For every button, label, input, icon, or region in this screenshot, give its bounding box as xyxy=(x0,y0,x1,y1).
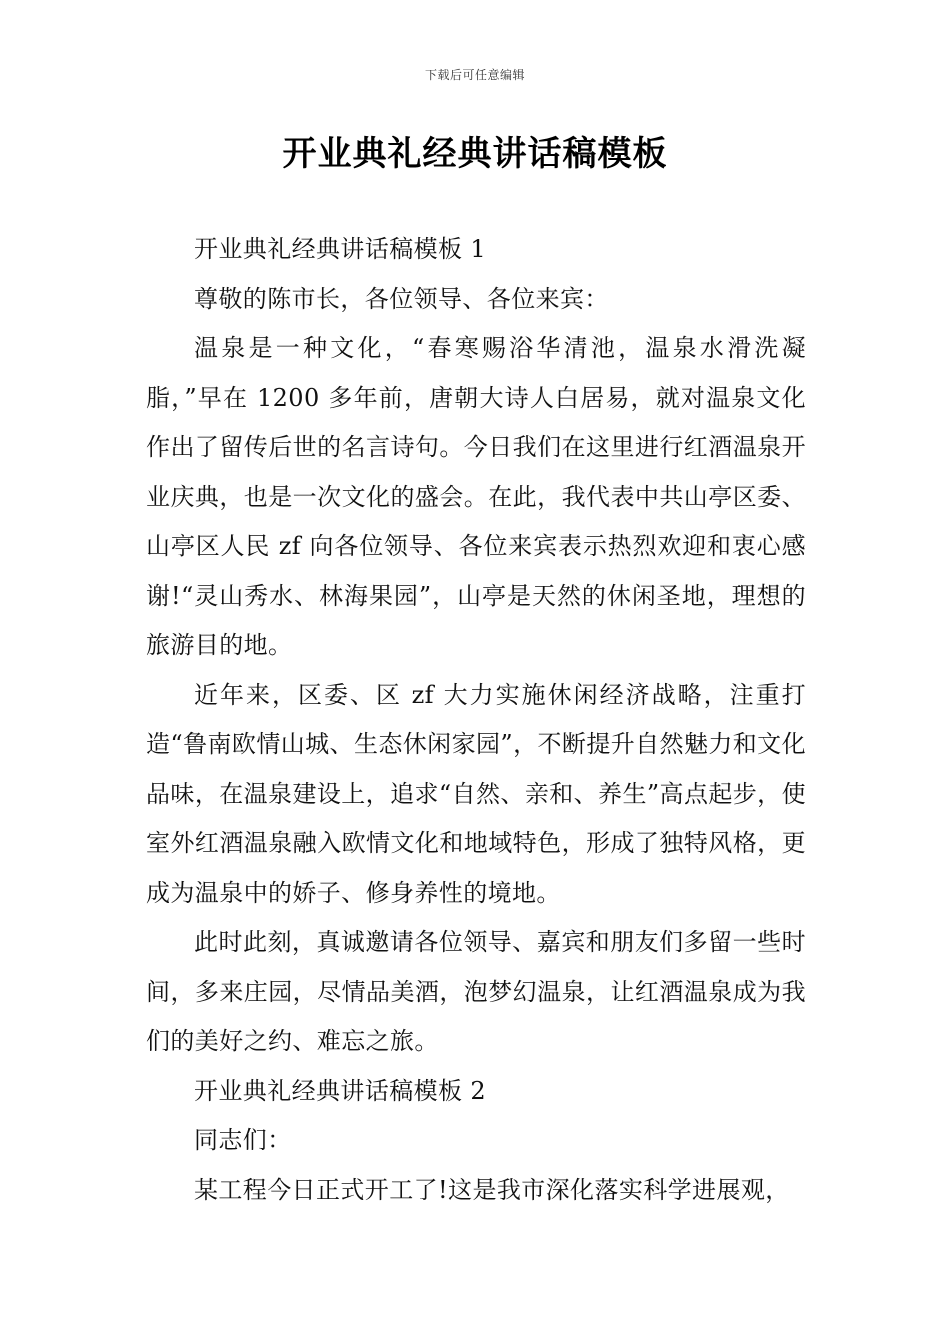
header-note: 下载后可任意编辑 xyxy=(424,68,525,82)
section-heading-2: 开业典礼经典讲话稿模板 2 xyxy=(194,1076,487,1105)
paragraph-1: 温泉是一种文化，“春寒赐浴华清池，温泉水滑洗凝脂，”早在 1200 多年前，唐朝大诗人白居易，就对温泉文化作出了留传后世的名言诗句。今日我们在这里进行红酒温泉开业庆典，也是一次文化的盛会。在此，我代表中共山亭区委、山亭区人民 zf 向各位领导、各位来宾表示热烈欢迎和衷心感谢!“灵山秀水、林海果园”，山亭是天然的休闲圣地，理想的旅游目的地。 xyxy=(146,334,806,659)
salutation-2: 同志们： xyxy=(194,1126,292,1154)
document-title: 开业典礼经典讲话稿模板 xyxy=(282,134,668,174)
document-body xyxy=(146,225,806,1215)
paragraph-3: 此时此刻，真诚邀请各位领导、嘉宾和朋友们多留一些时间，多来庄园，尽情品美酒，泡梦幻温泉，让红酒温泉成为我们的美好之约、难忘之旅。 xyxy=(146,928,806,1055)
section-heading-1: 开业典礼经典讲话稿模板 1 xyxy=(194,235,487,263)
salutation-1: 尊敬的陈市长，各位领导、各位来宾： xyxy=(194,284,609,313)
paragraph-2: 近年来，区委、区 zf 大力实施休闲经济战略，注重打造“鲁南欧情山城、生态休闲家园”，不断提升自然魅力和文化品味，在温泉建设上，追求“自然、亲和、养生”高点起步，使室外红酒温泉融入欧情文化和地域特色，形成了独特风格，更成为温泉中的娇子、修身养性的境地。 xyxy=(146,680,806,907)
paragraph-4: 某工程今日正式开工了!这是我市深化落实科学进展观， xyxy=(194,1175,790,1204)
